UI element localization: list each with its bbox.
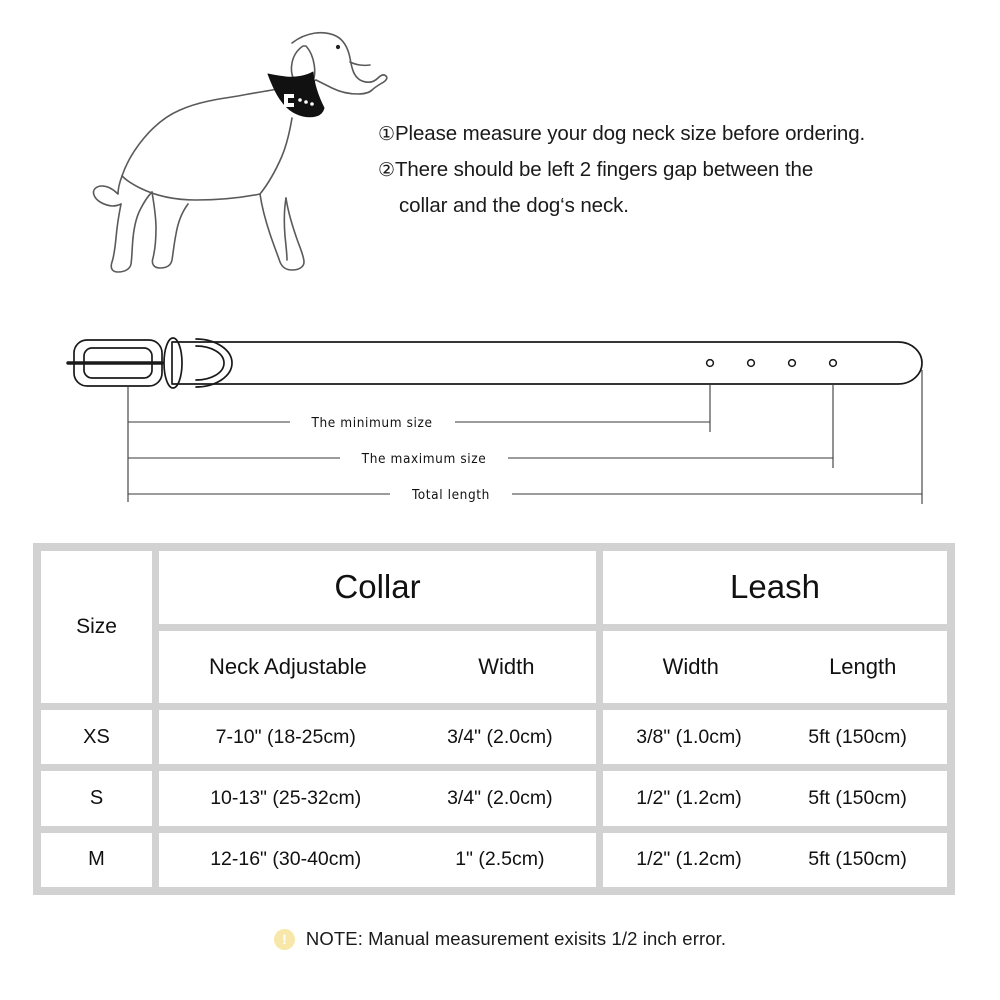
header-cell-collar-width: Width <box>478 653 535 679</box>
cell-collar-width: 3/4" (2.0cm) <box>447 725 553 748</box>
cell-collar-width: 3/4" (2.0cm) <box>447 786 553 809</box>
note-bar <box>0 928 1000 950</box>
header-subcolumns-collar <box>159 631 596 704</box>
cell-group-leash <box>603 710 947 764</box>
cell-leash-width: 3/8" (1.0cm) <box>636 725 742 748</box>
note-text: NOTE: Manual measurement exisits 1/2 inch error. <box>305 928 727 949</box>
dog-illustration <box>78 18 398 288</box>
cell-collar-neck: 10-13" (25-32cm) <box>210 786 362 809</box>
instruction-item-2-continued <box>378 188 958 224</box>
cell-collar-neck: 7-10" (18-25cm) <box>215 725 356 748</box>
collar-holes <box>707 360 837 367</box>
table-row <box>41 771 947 825</box>
cell-size: XS <box>41 710 152 764</box>
instruction-text-2-continued: collar and the dog‘s neck. <box>399 194 629 217</box>
cell-group-leash <box>603 833 947 887</box>
cell-group-collar <box>159 710 596 764</box>
instruction-marker-2: ② <box>378 159 395 181</box>
cell-size: M <box>41 833 152 887</box>
cell-leash-length: 5ft (150cm) <box>808 725 907 748</box>
collar-diagram <box>60 322 950 517</box>
cell-group-collar <box>159 833 596 887</box>
cell-group-leash <box>603 771 947 825</box>
dimension-label-minimum: The minimum size <box>311 415 433 431</box>
cell-group-collar <box>159 771 596 825</box>
size-chart-table <box>33 543 955 895</box>
instruction-item-2 <box>378 152 958 188</box>
cell-collar-width: 1" (2.5cm) <box>455 848 545 871</box>
table-header <box>41 551 947 703</box>
dimension-label-total: Total length <box>412 487 490 503</box>
instruction-item-1 <box>378 116 958 152</box>
instruction-text-1: Please measure your dog neck size before ordering. <box>394 122 866 145</box>
header-cell-neck-adjustable: Neck Adjustable <box>209 653 367 679</box>
instructions-list <box>378 116 958 224</box>
header-group-collar: Collar <box>159 551 596 624</box>
table-row <box>41 710 947 764</box>
header-subcolumns-leash <box>603 631 947 704</box>
cell-leash-width: 1/2" (1.2cm) <box>636 786 742 809</box>
header-group-leash: Leash <box>603 551 947 624</box>
header-cell-leash-width: Width <box>662 653 719 679</box>
table-row <box>41 833 947 887</box>
cell-leash-width: 1/2" (1.2cm) <box>636 848 742 871</box>
header-cell-leash-length: Length <box>829 653 897 679</box>
header-cell-size: Size <box>41 551 152 703</box>
dimension-label-maximum: The maximum size <box>361 451 487 467</box>
instruction-marker-1: ① <box>378 123 395 145</box>
cell-size: S <box>41 771 152 825</box>
cell-leash-length: 5ft (150cm) <box>808 848 907 871</box>
exclamation-icon: ! <box>274 929 295 950</box>
cell-collar-neck: 12-16" (30-40cm) <box>210 848 362 871</box>
instruction-text-2: There should be left 2 fingers gap between the <box>394 158 814 181</box>
cell-leash-length: 5ft (150cm) <box>808 786 907 809</box>
